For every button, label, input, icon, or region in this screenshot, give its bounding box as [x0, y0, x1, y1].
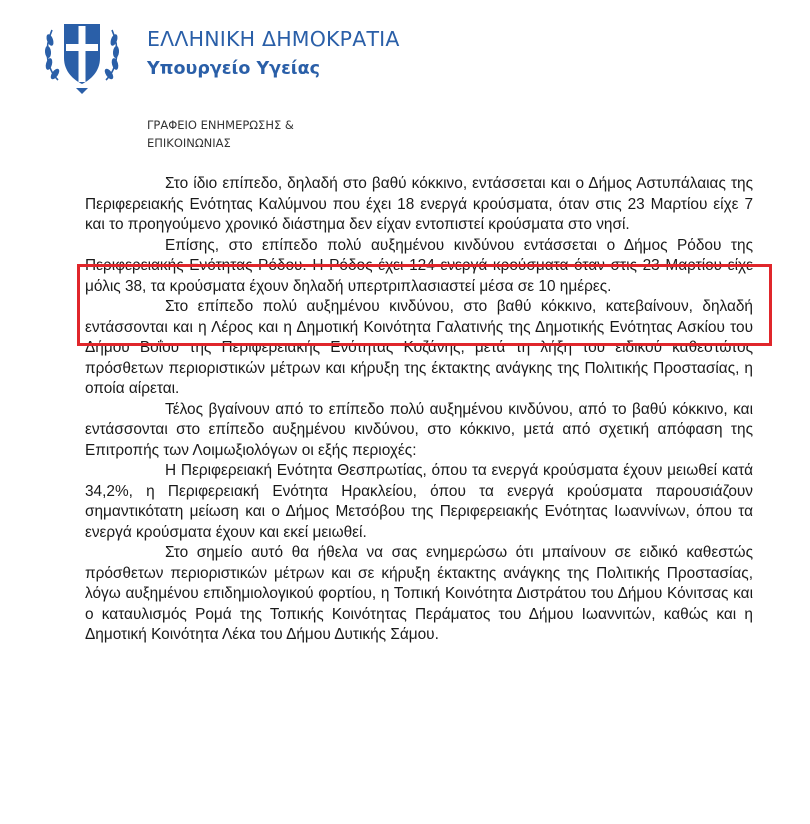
paragraph-special-measures: Στο σημείο αυτό θα ήθελα να σας ενημερώσω ότι μπαίνουν σε ειδικό καθεστώς πρόσθετων περιοριστικών μέτρων και σε κήρυξη έκτακτης ανάγκης της Πολιτικής Προστασίας, λόγω αυξημένου επιδημιολογικού φορτίου, η Τοπική Κοινότητα Διστράτου του Δήμου Κόνιτσας και ο καταυλισμός Ρομά της Τοπικής Κοινότητας Περάματος του Δήμου Ιωαννιτών, καθώς και η Δημοτική Κοινότητα Λέκα του Δήμου Δυτικής Σάμου. [85, 544, 753, 643]
office-line-1: ΓΡΑΦΕΙΟ ΕΝΗΜΕΡΩΣΗΣ & [147, 118, 294, 132]
paragraph-removed-areas: Τέλος βγαίνουν από το επίπεδο πολύ αυξημένου κινδύνου, από το βαθύ κόκκινο, και εντάσσονται στο επίπεδο αυξημένου κινδύνου, στο κόκκινο, μετά από σχετική απόφαση της Επιτροπής των Λοιμωξιολόγων οι εξής περιοχές: [85, 400, 753, 459]
press-office-label [147, 116, 294, 152]
paragraph-thesprotia-heraklion: Η Περιφερειακή Ενότητα Θεσπρωτίας, όπου τα ενεργά κρούσματα έχουν μειωθεί κατά 34,2%, η Περιφερειακή Ενότητα Ηρακλείου, όπου τα ενεργά κρούσματα παρουσιάζουν σημαντικότατη μείωση και ο Δήμος Μετσόβου της Περιφερειακής Ενότητας Ιωαννίνων, όπου τα ενεργά κρούσματα έχουν και εκεί μειωθεί. [85, 462, 753, 541]
org-name: ΕΛΛΗΝΙΚΗ ΔΗΜΟΚΡΑΤΙΑ [147, 27, 400, 51]
announcement-body [85, 174, 753, 646]
paragraph-rhodes: Επίσης, στο επίπεδο πολύ αυξημένου κινδύνου εντάσσεται ο Δήμος Ρόδου της Περιφερειακής Ενότητας Ρόδου. Η Ρόδος έχει 124 ενεργά κρούσματα όταν στις 23 Μαρτίου είχε μόλις 38, τα κρούσματα έχουν δηλαδή υπερτριπλασιαστεί μέσα σε 10 ημέρες. [85, 236, 753, 295]
greek-coat-of-arms-icon [38, 10, 126, 98]
office-line-2: ΕΠΙΚΟΙΝΩΝΙΑΣ [147, 136, 231, 150]
ministry-name: Υπουργείο Υγείας [147, 59, 321, 79]
paragraph-leros-galatini: Στο επίπεδο πολύ αυξημένου κινδύνου, στο βαθύ κόκκινο, κατεβαίνουν, δηλαδή εντάσσονται και η Λέρος και η Δημοτική Κοινότητα Γαλατινής της Δημοτικής Ενότητας Ασκίου του Δήμου Βοΐου της Περιφερειακής Ενότητας Κοζάνης, μετά τη λήξη του ειδικού καθεστώτος πρόσθετων περιοριστικών μέτρων και κήρυξη της έκτακτης ανάγκης της Πολιτικής Προστασίας, η οποία αίρεται. [85, 298, 753, 397]
paragraph-astypalaia: Στο ίδιο επίπεδο, δηλαδή στο βαθύ κόκκινο, εντάσσεται και ο Δήμος Αστυπάλαιας της Περιφερειακής Ενότητας Καλύμνου που έχει 18 ενεργά κρούσματα, όταν στις 23 Μαρτίου είχε 7 και το προηγούμενο χρονικό διάστημα δεν είχαν εντοπιστεί κρούσματα στο νησί. [85, 175, 753, 233]
ministry-header [147, 26, 400, 82]
